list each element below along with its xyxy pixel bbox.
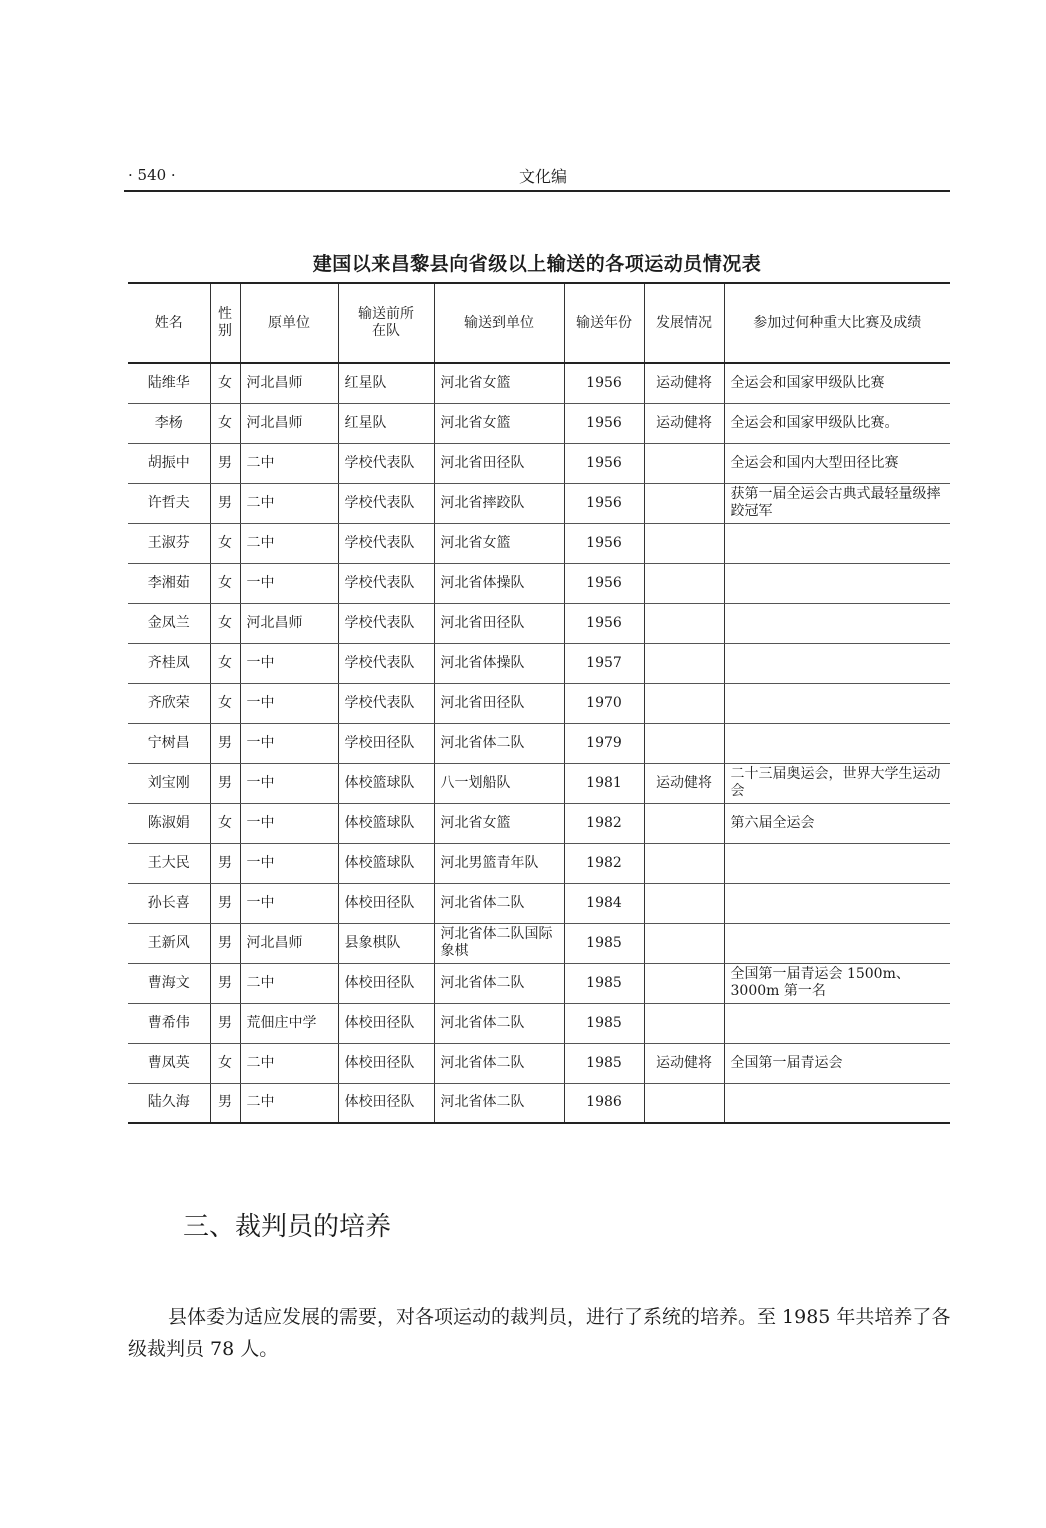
cell-team-before: 体校田径队 xyxy=(338,1083,434,1123)
header-record: 参加过何种重大比赛及成绩 xyxy=(724,283,950,363)
cell-origin: 一中 xyxy=(240,683,338,723)
table-row xyxy=(128,1083,950,1123)
cell-dev: 运动健将 xyxy=(644,403,724,443)
cell-origin: 河北昌师 xyxy=(240,923,338,963)
cell-year: 1956 xyxy=(564,363,644,403)
table-row xyxy=(128,1003,950,1043)
cell-record: 获第一届全运会古典式最轻量级摔跤冠军 xyxy=(724,483,950,523)
cell-record: 全运会和国家甲级队比赛。 xyxy=(724,403,950,443)
cell-year: 1982 xyxy=(564,803,644,843)
table-row xyxy=(128,683,950,723)
cell-dev xyxy=(644,483,724,523)
cell-sex: 女 xyxy=(210,683,240,723)
table-row xyxy=(128,403,950,443)
cell-year: 1970 xyxy=(564,683,644,723)
cell-record: 第六届全运会 xyxy=(724,803,950,843)
header-dev: 发展情况 xyxy=(644,283,724,363)
cell-sex: 女 xyxy=(210,563,240,603)
cell-team-before: 学校代表队 xyxy=(338,683,434,723)
cell-dev xyxy=(644,643,724,683)
table-row xyxy=(128,483,950,523)
cell-sex: 男 xyxy=(210,723,240,763)
cell-team-before: 红星队 xyxy=(338,403,434,443)
cell-origin: 河北昌师 xyxy=(240,363,338,403)
cell-dev xyxy=(644,443,724,483)
cell-year: 1956 xyxy=(564,483,644,523)
header-team-before: 输送前所在队 xyxy=(338,283,434,363)
cell-sex: 男 xyxy=(210,1083,240,1123)
table-row xyxy=(128,963,950,1003)
cell-dev xyxy=(644,683,724,723)
cell-year: 1979 xyxy=(564,723,644,763)
cell-dest: 河北省体二队 xyxy=(434,1043,564,1083)
cell-dest: 河北省体操队 xyxy=(434,563,564,603)
header-year: 输送年份 xyxy=(564,283,644,363)
cell-team-before: 学校代表队 xyxy=(338,563,434,603)
section-heading: 三、裁判员的培养 xyxy=(183,1212,392,1242)
cell-name: 刘宝刚 xyxy=(128,763,210,803)
cell-dest: 河北省体操队 xyxy=(434,643,564,683)
cell-record xyxy=(724,603,950,643)
cell-name: 胡振中 xyxy=(128,443,210,483)
cell-record xyxy=(724,1003,950,1043)
cell-name: 陆维华 xyxy=(128,363,210,403)
cell-team-before: 体校田径队 xyxy=(338,963,434,1003)
cell-name: 齐欣荣 xyxy=(128,683,210,723)
athlete-table xyxy=(128,282,950,1124)
cell-dest: 河北省体二队 xyxy=(434,963,564,1003)
cell-origin: 一中 xyxy=(240,643,338,683)
cell-name: 李湘茹 xyxy=(128,563,210,603)
header-name: 姓名 xyxy=(128,283,210,363)
cell-origin: 二中 xyxy=(240,523,338,563)
cell-name: 许哲夫 xyxy=(128,483,210,523)
cell-dest: 河北省体二队 xyxy=(434,1003,564,1043)
cell-dev: 运动健将 xyxy=(644,363,724,403)
cell-origin: 一中 xyxy=(240,883,338,923)
cell-name: 王新风 xyxy=(128,923,210,963)
cell-name: 王淑芬 xyxy=(128,523,210,563)
cell-dev xyxy=(644,523,724,563)
table-row xyxy=(128,523,950,563)
cell-dev xyxy=(644,963,724,1003)
cell-team-before: 学校田径队 xyxy=(338,723,434,763)
table-row xyxy=(128,1043,950,1083)
cell-origin: 荒佃庄中学 xyxy=(240,1003,338,1043)
cell-team-before: 体校田径队 xyxy=(338,1043,434,1083)
page-number: · 540 · xyxy=(128,166,176,184)
cell-origin: 一中 xyxy=(240,803,338,843)
cell-year: 1956 xyxy=(564,603,644,643)
cell-year: 1985 xyxy=(564,1043,644,1083)
cell-year: 1956 xyxy=(564,523,644,563)
cell-sex: 女 xyxy=(210,523,240,563)
cell-dev xyxy=(644,1003,724,1043)
cell-sex: 男 xyxy=(210,483,240,523)
cell-origin: 一中 xyxy=(240,723,338,763)
cell-record: 全运会和国家甲级队比赛 xyxy=(724,363,950,403)
cell-origin: 二中 xyxy=(240,483,338,523)
cell-record: 全国第一届青运会 1500m、3000m 第一名 xyxy=(724,963,950,1003)
cell-dev xyxy=(644,723,724,763)
cell-team-before: 体校田径队 xyxy=(338,883,434,923)
cell-name: 陈淑娟 xyxy=(128,803,210,843)
cell-year: 1956 xyxy=(564,443,644,483)
cell-origin: 一中 xyxy=(240,763,338,803)
cell-sex: 男 xyxy=(210,443,240,483)
cell-year: 1986 xyxy=(564,1083,644,1123)
cell-dev xyxy=(644,563,724,603)
cell-team-before: 红星队 xyxy=(338,363,434,403)
table-row xyxy=(128,443,950,483)
cell-dest: 河北省田径队 xyxy=(434,443,564,483)
cell-record xyxy=(724,683,950,723)
cell-name: 孙长喜 xyxy=(128,883,210,923)
cell-year: 1956 xyxy=(564,563,644,603)
table-row xyxy=(128,723,950,763)
cell-dev xyxy=(644,883,724,923)
cell-record xyxy=(724,563,950,603)
cell-origin: 二中 xyxy=(240,443,338,483)
cell-team-before: 体校篮球队 xyxy=(338,763,434,803)
cell-dest: 八一划船队 xyxy=(434,763,564,803)
cell-team-before: 学校代表队 xyxy=(338,643,434,683)
cell-dest: 河北省体二队 xyxy=(434,883,564,923)
cell-team-before: 学校代表队 xyxy=(338,523,434,563)
cell-year: 1982 xyxy=(564,843,644,883)
cell-team-before: 学校代表队 xyxy=(338,603,434,643)
cell-year: 1981 xyxy=(564,763,644,803)
cell-year: 1985 xyxy=(564,923,644,963)
table-row xyxy=(128,803,950,843)
cell-sex: 男 xyxy=(210,963,240,1003)
header-sex: 性别 xyxy=(210,283,240,363)
cell-dev xyxy=(644,1083,724,1123)
cell-team-before: 学校代表队 xyxy=(338,483,434,523)
cell-dev xyxy=(644,803,724,843)
cell-dest: 河北省女篮 xyxy=(434,403,564,443)
cell-team-before: 体校篮球队 xyxy=(338,803,434,843)
cell-dest: 河北省女篮 xyxy=(434,363,564,403)
cell-dev: 运动健将 xyxy=(644,1043,724,1083)
table-row xyxy=(128,643,950,683)
cell-dest: 河北省田径队 xyxy=(434,603,564,643)
cell-name: 曹凤英 xyxy=(128,1043,210,1083)
cell-name: 曹希伟 xyxy=(128,1003,210,1043)
cell-dest: 河北男篮青年队 xyxy=(434,843,564,883)
cell-name: 金凤兰 xyxy=(128,603,210,643)
table-row xyxy=(128,923,950,963)
cell-sex: 女 xyxy=(210,603,240,643)
cell-year: 1985 xyxy=(564,963,644,1003)
cell-sex: 女 xyxy=(210,803,240,843)
table-row xyxy=(128,843,950,883)
running-title: 文化编 xyxy=(519,167,568,186)
cell-record xyxy=(724,643,950,683)
cell-dest: 河北省体二队 xyxy=(434,723,564,763)
cell-origin: 河北昌师 xyxy=(240,603,338,643)
cell-dest: 河北省体二队国际象棋 xyxy=(434,923,564,963)
cell-origin: 一中 xyxy=(240,843,338,883)
cell-team-before: 体校田径队 xyxy=(338,1003,434,1043)
cell-year: 1956 xyxy=(564,403,644,443)
cell-record xyxy=(724,923,950,963)
cell-record xyxy=(724,883,950,923)
cell-sex: 女 xyxy=(210,643,240,683)
cell-dest: 河北省女篮 xyxy=(434,523,564,563)
cell-year: 1985 xyxy=(564,1003,644,1043)
table-body xyxy=(128,363,950,1123)
cell-sex: 男 xyxy=(210,923,240,963)
cell-origin: 河北昌师 xyxy=(240,403,338,443)
header-origin: 原单位 xyxy=(240,283,338,363)
cell-record: 全国第一届青运会 xyxy=(724,1043,950,1083)
page-header xyxy=(124,162,950,192)
cell-sex: 男 xyxy=(210,763,240,803)
table-row xyxy=(128,363,950,403)
cell-record xyxy=(724,1083,950,1123)
table-title: 建国以来昌黎县向省级以上输送的各项运动员情况表 xyxy=(312,253,762,275)
cell-record xyxy=(724,723,950,763)
cell-team-before: 学校代表队 xyxy=(338,443,434,483)
cell-sex: 男 xyxy=(210,843,240,883)
cell-sex: 男 xyxy=(210,1003,240,1043)
cell-name: 李杨 xyxy=(128,403,210,443)
cell-dev xyxy=(644,923,724,963)
cell-dest: 河北省女篮 xyxy=(434,803,564,843)
cell-dev: 运动健将 xyxy=(644,763,724,803)
cell-sex: 女 xyxy=(210,1043,240,1083)
cell-team-before: 体校篮球队 xyxy=(338,843,434,883)
cell-dest: 河北省摔跤队 xyxy=(434,483,564,523)
cell-name: 王大民 xyxy=(128,843,210,883)
cell-team-before: 县象棋队 xyxy=(338,923,434,963)
cell-record xyxy=(724,523,950,563)
table-row xyxy=(128,603,950,643)
cell-origin: 二中 xyxy=(240,1043,338,1083)
cell-record xyxy=(724,843,950,883)
cell-dev xyxy=(644,603,724,643)
cell-name: 陆久海 xyxy=(128,1083,210,1123)
cell-name: 曹海文 xyxy=(128,963,210,1003)
cell-dest: 河北省田径队 xyxy=(434,683,564,723)
cell-sex: 女 xyxy=(210,403,240,443)
cell-sex: 男 xyxy=(210,883,240,923)
cell-record: 二十三届奥运会，世界大学生运动会 xyxy=(724,763,950,803)
cell-record: 全运会和国内大型田径比赛 xyxy=(724,443,950,483)
table-row xyxy=(128,883,950,923)
cell-sex: 女 xyxy=(210,363,240,403)
cell-origin: 二中 xyxy=(240,1083,338,1123)
cell-dest: 河北省体二队 xyxy=(434,1083,564,1123)
cell-origin: 一中 xyxy=(240,563,338,603)
cell-name: 宁树昌 xyxy=(128,723,210,763)
table-header-row xyxy=(128,283,950,363)
cell-dev xyxy=(644,843,724,883)
header-dest: 输送到单位 xyxy=(434,283,564,363)
cell-origin: 二中 xyxy=(240,963,338,1003)
section-paragraph: 县体委为适应发展的需要，对各项运动的裁判员，进行了系统的培养。至 1985 年共培养了各级裁判员 78 人。 xyxy=(128,1306,951,1360)
cell-year: 1984 xyxy=(564,883,644,923)
table-row xyxy=(128,563,950,603)
cell-year: 1957 xyxy=(564,643,644,683)
cell-name: 齐桂凤 xyxy=(128,643,210,683)
table-row xyxy=(128,763,950,803)
